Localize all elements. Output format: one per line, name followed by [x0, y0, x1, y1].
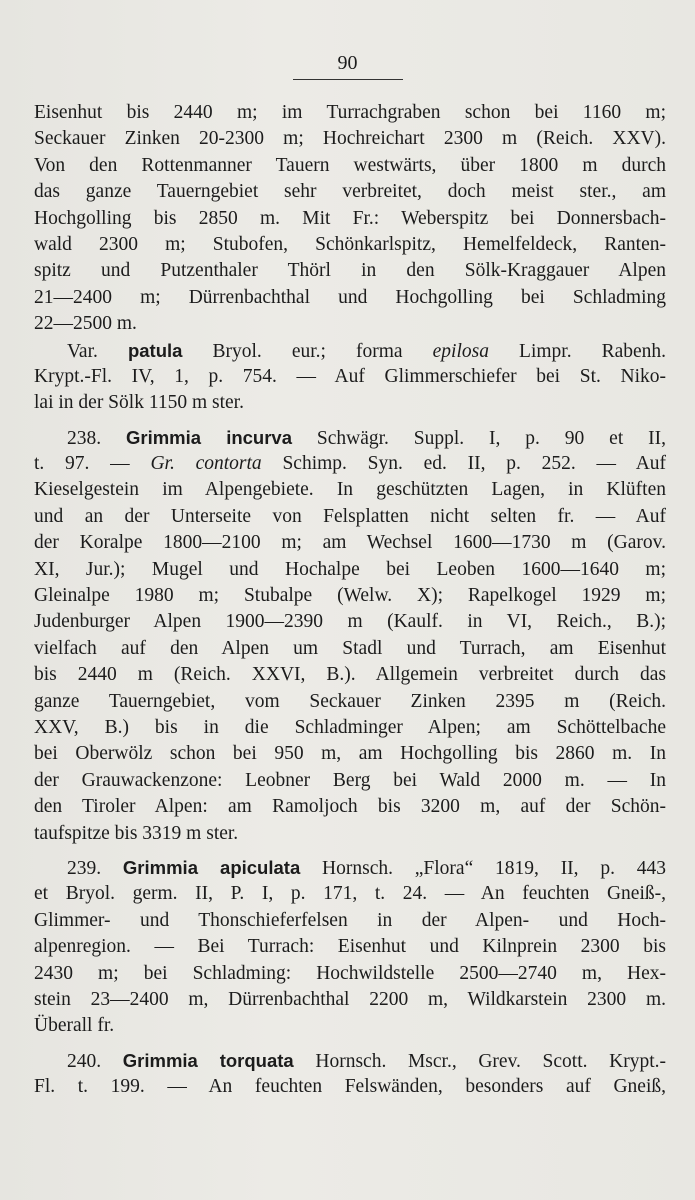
text-line: et Bryol. germ. II, P. I, p. 171, t. 24. — An feuchten Gneiß-,: [34, 883, 666, 905]
species-name: Grimmia incurva: [126, 426, 293, 448]
species-name: Grimmia apiculata: [122, 856, 301, 878]
text-line: Judenburger Alpen 1900—2390 m (Kaulf. in VI, Reich., B.);: [34, 611, 666, 633]
paragraph-continuation: [34, 100, 666, 338]
text-line: alpenregion. — Bei Turrach: Eisenhut und Kilnprein 2300 bis: [34, 936, 666, 958]
entry-238: [34, 425, 666, 847]
text-line: bis 2440 m (Reich. XXVI, B.). Allgemein verbreitet durch das: [34, 664, 666, 686]
text-line: bei Oberwölz schon bei 950 m, am Hochgolling bis 2860 m. In: [34, 743, 666, 765]
text-line: der Koralpe 1800—2100 m; am Wechsel 1600—1730 m (Garov.: [34, 532, 666, 554]
text-line: [34, 855, 666, 881]
entry-number: 240.: [67, 1050, 102, 1072]
paragraph-gap: [34, 1040, 666, 1048]
body-text: [34, 100, 666, 1100]
entry-240: [34, 1048, 666, 1101]
species-name: patula: [127, 339, 183, 361]
text-segment: Hornsch. „Flora“ 1819, II, p. 443: [322, 857, 667, 879]
text-line: [34, 1048, 666, 1074]
italic-term: Gr. contorta: [150, 453, 262, 475]
text-line: [34, 338, 666, 364]
text-line: Krypt.-Fl. IV, 1, p. 754. — Auf Glimmerschiefer bei St. Niko-: [34, 365, 666, 387]
text-segment: t. 97. —: [34, 453, 130, 475]
var-label: Var.: [67, 340, 98, 362]
text-line: der Grauwackenzone: Leobner Berg bei Wald 2000 m. — In: [34, 769, 666, 791]
text-line: Eisenhut bis 2440 m; im Turrachgraben schon bei 1160 m;: [34, 102, 666, 123]
entry-239: [34, 855, 666, 1040]
text-line: ganze Tauerngebiet, vom Seckauer Zinken 2395 m (Reich.: [34, 690, 666, 712]
text-segment: Schwägr. Suppl. I, p. 90 et II,: [316, 427, 666, 449]
text-segment: Bryol. eur.; forma: [212, 340, 403, 362]
text-line: Glimmer- und Thonschieferfelsen in der Alpen- und Hoch-: [34, 909, 666, 931]
text-line: [34, 451, 666, 477]
text-line: [34, 425, 666, 451]
text-line: lai in der Sölk 1150 m ster.: [34, 392, 244, 414]
page-number-rule: [293, 79, 403, 80]
entry-number: 239.: [67, 857, 102, 879]
text-line: Gleinalpe 1980 m; Stubalpe (Welw. X); Rapelkogel 1929 m;: [34, 585, 666, 607]
text-line: Hochgolling bis 2850 m. Mit Fr.: Weberspitz bei Donnersbach-: [34, 207, 666, 229]
text-line: Von den Rottenmanner Tauern westwärts, über 1800 m durch: [34, 154, 666, 176]
text-segment: Hornsch. Mscr., Grev. Scott. Krypt.-: [315, 1050, 667, 1072]
text-line: XXV, B.) bis in die Schladminger Alpen; am Schöttelbache: [34, 716, 666, 738]
text-line: Fl. t. 199. — An feuchten Felswänden, besonders auf Gneiß,: [34, 1076, 666, 1098]
paragraph-gap: [34, 847, 666, 855]
text-line: 22—2500 m.: [34, 313, 137, 335]
italic-term: epilosa: [432, 340, 489, 362]
text-line: und an der Unterseite von Felsplatten nicht selten fr. — Auf: [34, 505, 666, 527]
text-line: spitz und Putzenthaler Thörl in den Sölk-Kraggauer Alpen: [34, 260, 666, 282]
paragraph-gap: [34, 417, 666, 425]
text-line: den Tiroler Alpen: am Ramoljoch bis 3200 m, auf der Schön-: [34, 796, 666, 818]
text-line: Kieselgestein im Alpengebiete. In geschützten Lagen, in Klüften: [34, 479, 666, 501]
entry-number: 238.: [67, 427, 102, 449]
page-number: 90: [337, 52, 358, 74]
species-name: Grimmia torquata: [122, 1049, 294, 1071]
text-line: wald 2300 m; Stubofen, Schönkarlspitz, Hemelfeldeck, Ranten-: [34, 233, 666, 255]
paragraph-var-patula: [34, 338, 666, 417]
text-line: vielfach auf den Alpen um Stadl und Turrach, am Eisenhut: [34, 637, 666, 659]
text-line: XI, Jur.); Mugel und Hochalpe bei Leoben 1600—1640 m;: [34, 558, 666, 580]
text-line: stein 23—2400 m, Dürrenbachthal 2200 m, Wildkarstein 2300 m.: [34, 988, 666, 1010]
text-segment: Limpr. Rabenh.: [519, 340, 667, 362]
text-line: Überall fr.: [34, 1015, 115, 1037]
text-line: Seckauer Zinken 20-2300 m; Hochreichart 2300 m (Reich. XXV).: [34, 128, 666, 150]
text-line: taufspitze bis 3319 m ster.: [34, 822, 239, 844]
text-segment: Schimp. Syn. ed. II, p. 252. — Auf: [282, 453, 667, 475]
text-line: das ganze Tauerngebiet sehr verbreitet, doch meist ster., am: [34, 181, 666, 203]
text-line: 21—2400 m; Dürrenbachthal und Hochgolling bei Schladming: [34, 286, 666, 308]
text-line: 2430 m; bei Schladming: Hochwildstelle 2500—2740 m, Hex-: [34, 962, 666, 984]
